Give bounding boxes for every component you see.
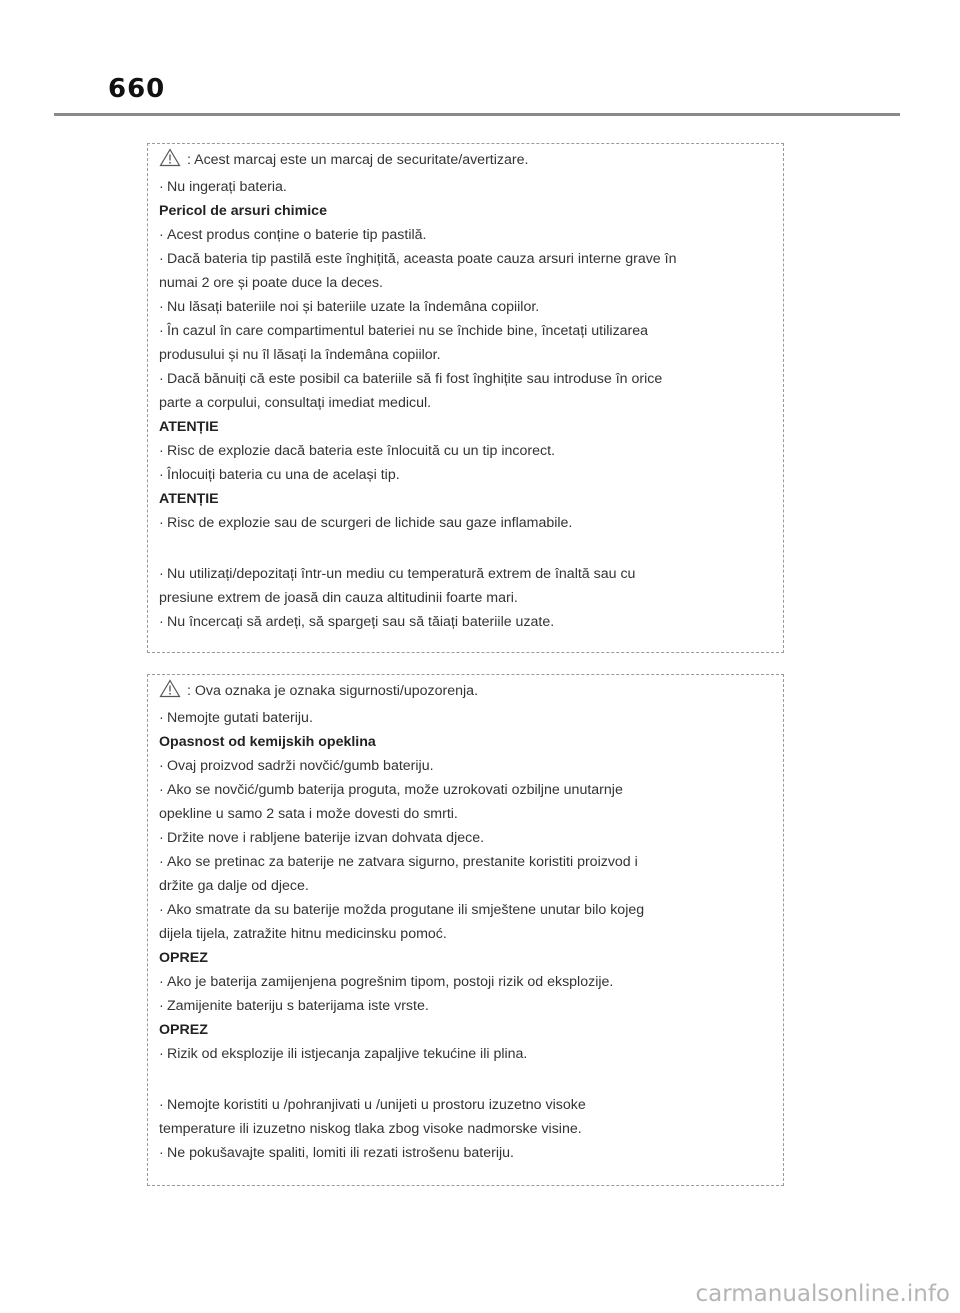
bullet-item [159, 706, 771, 730]
continuation-line: držite ga dalje od djece. [159, 878, 309, 894]
continuation-line: parte a corpului, consultați imediat medicul. [159, 395, 432, 411]
continuation-line: temperature ili izuzetno niskog tlaka zbog visoke nadmorske visine. [159, 1121, 582, 1137]
box-lines [159, 175, 771, 634]
bullet-dot-icon: · [159, 614, 164, 630]
warning-box-croatian [147, 674, 784, 1186]
bullet-item [159, 850, 771, 874]
bullet-text: Nemojte koristiti u /pohranjivati u /unijeti u prostoru izuzetno visoke [167, 1097, 586, 1113]
bullet-text: Ako smatrate da su baterije možda progutane ili smještene unutar bilo kojeg [167, 902, 645, 918]
bullet-item [159, 610, 771, 634]
warning-statement [159, 679, 771, 706]
bullet-item [159, 1093, 771, 1117]
bullet-dot-icon: · [159, 1145, 164, 1161]
bullet-dot-icon: · [159, 371, 164, 387]
bullet-item [159, 826, 771, 850]
bullet-text: Nu încercați să ardeți, să spargeți sau să tăiați bateriile uzate. [167, 614, 555, 630]
bullet-dot-icon: · [159, 974, 164, 990]
bullet-dot-icon: · [159, 515, 164, 531]
continuation-line: produsului și nu îl lăsați la îndemâna copiilor. [159, 347, 441, 363]
bullet-text: Dacă bateria tip pastilă este înghițită, aceasta poate cauza arsuri interne grave în [167, 251, 677, 267]
bullet-item [159, 439, 771, 463]
bullet-dot-icon: · [159, 1097, 164, 1113]
bullet-text: Ne pokušavajte spaliti, lomiti ili rezati istrošenu bateriju. [167, 1145, 514, 1161]
bullet-item [159, 994, 771, 1018]
bullet-item [159, 295, 771, 319]
continuation-line: presiune extrem de joasă din cauza altitudinii foarte mari. [159, 590, 518, 606]
bullet-item [159, 247, 771, 271]
bullet-dot-icon: · [159, 443, 164, 459]
bullet-text: Nu ingerați bateria. [167, 179, 287, 195]
section-heading: ATENȚIE [159, 419, 219, 435]
caution-triangle-icon [159, 148, 181, 175]
bullet-text: Držite nove i rabljene baterije izvan dohvata djece. [167, 830, 485, 846]
bullet-dot-icon: · [159, 1046, 164, 1062]
bullet-text: În cazul în care compartimentul bateriei nu se închide bine, încetați utilizarea [167, 323, 649, 339]
bullet-dot-icon: · [159, 758, 164, 774]
page-number: 660 [108, 74, 166, 104]
bullet-dot-icon: · [159, 299, 164, 315]
bullet-text: Zamijenite bateriju s baterijama iste vrste. [167, 998, 429, 1014]
watermark: carmanualsonline.info [695, 1281, 950, 1307]
bullet-item [159, 562, 771, 586]
bullet-item [159, 175, 771, 199]
header-rule [54, 113, 900, 116]
continuation-line: dijela tijela, zatražite hitnu medicinsku pomoć. [159, 926, 447, 942]
warning-statement [159, 148, 771, 175]
paragraph-gap [159, 1069, 771, 1093]
bullet-item [159, 463, 771, 487]
bullet-text: Nu lăsați bateriile noi și bateriile uzate la îndemâna copiilor. [167, 299, 540, 315]
warning-statement-text: : Acest marcaj este un marcaj de securitate/avertizare. [187, 152, 529, 168]
bullet-text: Dacă bănuiți că este posibil ca bateriile să fi fost înghițite sau introduse în orice [167, 371, 663, 387]
bullet-dot-icon: · [159, 251, 164, 267]
bullet-item [159, 223, 771, 247]
bullet-item [159, 511, 771, 535]
bullet-dot-icon: · [159, 227, 164, 243]
bullet-text: Nemojte gutati bateriju. [167, 710, 313, 726]
bullet-text: Risc de explozie sau de scurgeri de lichide sau gaze inflamabile. [167, 515, 573, 531]
bullet-text: Rizik od eksplozije ili istjecanja zapaljive tekućine ili plina. [167, 1046, 528, 1062]
bullet-text: Ovaj proizvod sadrži novčić/gumb bateriju. [167, 758, 434, 774]
bullet-dot-icon: · [159, 323, 164, 339]
bullet-text: Risc de explozie dacă bateria este înlocuită cu un tip incorect. [167, 443, 556, 459]
bullet-text: Ako se novčić/gumb baterija proguta, može uzrokovati ozbiljne unutarnje [167, 782, 623, 798]
bullet-item [159, 1141, 771, 1165]
bullet-dot-icon: · [159, 998, 164, 1014]
bullet-item [159, 778, 771, 802]
bullet-dot-icon: · [159, 902, 164, 918]
bullet-dot-icon: · [159, 467, 164, 483]
section-heading: OPREZ [159, 1022, 208, 1038]
box-lines [159, 706, 771, 1165]
bullet-item [159, 970, 771, 994]
warning-box-romanian [147, 143, 784, 653]
bullet-dot-icon: · [159, 782, 164, 798]
bullet-text: Acest produs conține o baterie tip pastilă. [167, 227, 427, 243]
paragraph-gap [159, 538, 771, 562]
bullet-text: Ako se pretinac za baterije ne zatvara sigurno, prestanite koristiti proizvod i [167, 854, 638, 870]
bullet-item [159, 1042, 771, 1066]
bullet-dot-icon: · [159, 854, 164, 870]
bullet-text: Înlocuiți bateria cu una de același tip. [167, 467, 400, 483]
bullet-item [159, 754, 771, 778]
continuation-line: opekline u samo 2 sata i može dovesti do smrti. [159, 806, 458, 822]
bullet-dot-icon: · [159, 566, 164, 582]
bullet-dot-icon: · [159, 710, 164, 726]
bullet-item [159, 898, 771, 922]
bullet-dot-icon: · [159, 179, 164, 195]
section-heading: ATENȚIE [159, 491, 219, 507]
bullet-item [159, 367, 771, 391]
bullet-text: Nu utilizați/depozitați într-un mediu cu temperatură extrem de înaltă sau cu [167, 566, 636, 582]
warning-statement-text: : Ova oznaka je oznaka sigurnosti/upozorenja. [187, 683, 479, 699]
continuation-line: numai 2 ore și poate duce la deces. [159, 275, 383, 291]
section-heading: Opasnost od kemijskih opeklina [159, 734, 376, 750]
bullet-text: Ako je baterija zamijenjena pogrešnim tipom, postoji rizik od eksplozije. [167, 974, 614, 990]
section-heading: OPREZ [159, 950, 208, 966]
bullet-dot-icon: · [159, 830, 164, 846]
bullet-item [159, 319, 771, 343]
section-heading: Pericol de arsuri chimice [159, 203, 327, 219]
caution-triangle-icon [159, 679, 181, 706]
